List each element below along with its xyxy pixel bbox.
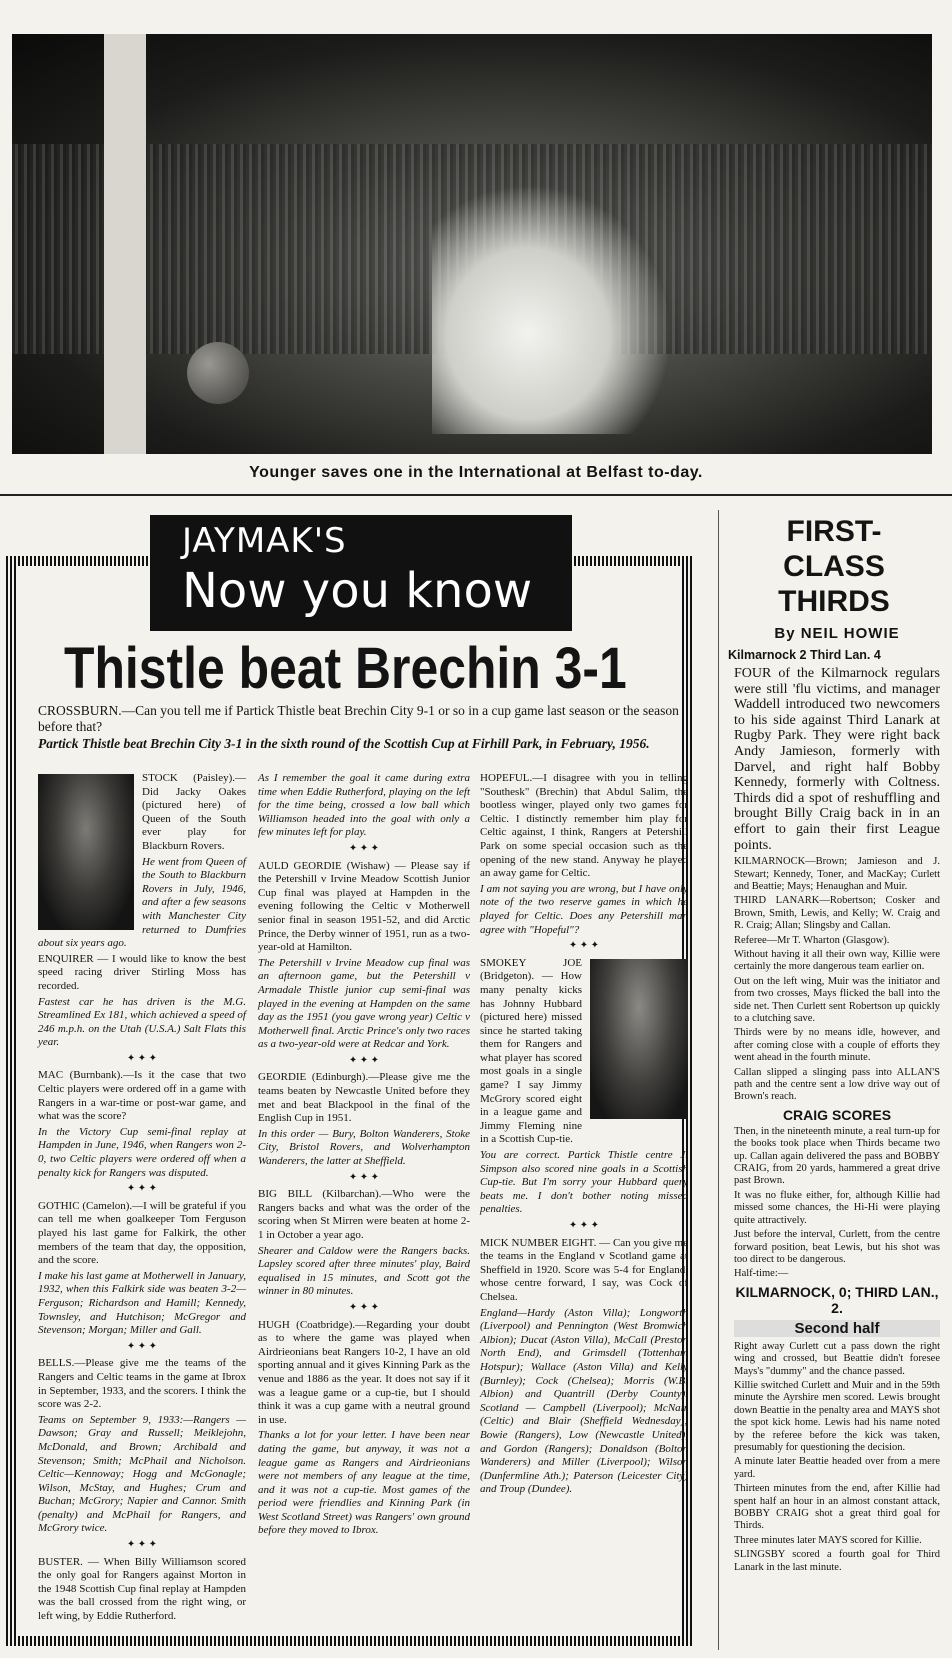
column-2 <box>258 772 470 1540</box>
section-rule <box>0 494 952 496</box>
sidebar-intro-text: FOUR of the Kilmarnock regulars were still 'flu victims, and manager Waddell introduced two newcomers to his side against Third Lanark at Rugby Park. They were right back Andy Jamieson, formerly with Darvel, and right half Bobby Kennedy, formerly with Coltness. Thirds did a spot of reshuffling and brought Billy Craig back in in an effort to gain their first League points. <box>734 666 940 853</box>
match-photo <box>12 34 932 454</box>
lead-answer: Partick Thistle beat Brechin City 3-1 in the sixth round of the Scottish Cup at Firhill Park, in February, 1956. <box>38 736 650 751</box>
column-paragraph: GOTHIC (Camelon).—I will be grateful if you can tell me when goalkeeper Tom Ferguson played his last game for Falkirk, the other members of the team that day, the opposition, and the score. <box>38 1199 246 1267</box>
jaymak-banner <box>150 515 572 631</box>
sidebar-subhead-1: CRAIG SCORES <box>782 1106 892 1123</box>
lead-question: CROSSBURN.—Can you tell me if Partick Thistle beat Brechin City 9-1 or so in a cup game last season or the season before that? <box>38 703 679 734</box>
column-paragraph: Fastest car he has driven is the M.G. Streamlined Ex 181, which achieved a speed of 246 m.p.h. on the Utah (U.S.A.) Salt Flats this year. <box>38 995 246 1049</box>
column-paragraph: HUGH (Coatbridge).—Regarding your doubt as to where the game was played when Airdrieonians beat Rangers 10-2, I have an old sporting annual and it gives Kinning Park as the venue and 1886 as the year. It does not say if it was a league game or a cup-tie, but I should think it was a cup game with a neutral ground in use. <box>258 1318 470 1426</box>
column-paragraph: In the Victory Cup semi-final replay at Hampden in June, 1946, when Rangers won 2-0, two Celtic players were ordered off when a penalty kick for Rangers was disputed. <box>38 1125 246 1179</box>
column-paragraph: As I remember the goal it came during extra time when Eddie Rutherford, playing on the left for the time being, crossed a low ball which Williamson headed into the goal with only a few minutes left for play. <box>258 772 470 839</box>
banner-line-2: Now you know <box>182 563 533 619</box>
sidebar-intro <box>734 666 940 853</box>
column-paragraph: I make his last game at Motherwell in January, 1932, when this Falkirk side was beaten 3-2—Ferguson; Richardson and Hamill; Kennedy, Townsley, and Hutchison; McGregor and Stevenson; Morgan; Miller and Gall. <box>38 1269 246 1337</box>
column-paragraph: BELLS.—Please give me the teams of the Rangers and Celtic teams in the game at Ibrox in September, 1933, and the scorers. I think the score was 2-2. <box>38 1357 246 1411</box>
sidebar-paragraph: Callan slipped a slinging pass into ALLAN'S path and the centre sent a low drive way out of Brown's reach. <box>734 1066 940 1103</box>
sidebar-score-line: Kilmarnock 2 Third Lan. 4 <box>728 648 881 662</box>
sidebar-para-3 <box>734 1341 940 1574</box>
column-paragraph: SMOKEY JOE (Bridgeton). — How many penalty kicks has Johnny Hubbard (pictured here) missed since he started taking them for Rangers and what player has scored most goals in a single game? I say Jimmy McGrory scored eight in a league game and Jimmy Fleming nine in a Scottish Cup-tie. <box>480 956 582 1146</box>
sidebar-paragraph: It was no fluke either, for, although Killie had missed some chances, the Hi-Hi were playing quite attractively. <box>734 1189 940 1226</box>
banner-line-1: JAYMAK'S <box>182 521 347 561</box>
column-paragraph: BUSTER. — When Billy Williamson scored the only goal for Rangers against Morton in the 1948 Scottish Cup final replay at Hampden was the ball crossed from the right wing, or left wing, by Eddie Rutherford. <box>38 1555 246 1623</box>
separator-stars: ✦ ✦ ✦ <box>348 842 380 854</box>
column-paragraph: GEORDIE (Edinburgh).—Please give me the teams beaten by Newcastle United before they met and beat Blackpool in the final of the English Cup in 1951. <box>258 1071 470 1125</box>
column-paragraph: I am not saying you are wrong, but I have only note of the two reserve games in which he played for Celtic. Does any Petershill man agree with "Hopeful"? <box>480 882 688 936</box>
sidebar-paragraph: A minute later Beattie headed over from a mere yard. <box>734 1456 940 1480</box>
sidebar-paragraph: THIRD LANARK—Robertson; Cosker and Brown, Smith, Lewis, and Kelly; W. Craig and R. Craig; Allan; Slingsby and Callan. <box>734 895 940 932</box>
sidebar-paragraph: Killie switched Curlett and Muir and in the 59th minute the Ayrshire men scored. Lewis brought down Beattie in the penalty area and MAYS shot the spot kick home. Lewis had his name noted by the referee before the kick was taken, presumably for questioning the decision. <box>734 1379 940 1453</box>
sidebar-para-2 <box>734 1126 940 1281</box>
portrait-photo <box>38 774 134 930</box>
separator-stars: ✦ ✦ ✦ <box>568 1220 600 1231</box>
photo-caption: Younger saves one in the International at Belfast to-day. <box>249 464 703 481</box>
separator-stars: ✦ ✦ ✦ <box>568 940 600 952</box>
sidebar-paragraph: Half-time:— <box>734 1268 789 1280</box>
column-paragraph: The Petershill v Irvine Meadow cup final was an afternoon game, but the Petershill v Armadale Thistle junior cup semi-final was played in the evening at Hampden on the same day as the 1951 (you gave wrong year) Celtic v Motherwell final. Arctic Prince's only two races as a two-year-old were at Redcar and York. <box>258 956 470 1051</box>
sidebar-para-1 <box>734 949 940 1104</box>
column-paragraph: ENQUIRER — I would like to know the best speed racing driver Stirling Moss has recorded. <box>38 952 246 992</box>
goal-post <box>104 34 146 454</box>
column-paragraph: In this order — Bury, Bolton Wanderers, Stoke City, Bristol Rovers, and Wolverhampton Wanderers, the latter at Sheffield. <box>258 1127 470 1168</box>
column-paragraph: BIG BILL (Kilbarchan).—Who were the Rangers backs and what was the order of the scoring when St Mirren were beaten at home 2-1 in October a year ago. <box>258 1188 470 1241</box>
sidebar-paragraph: SLINGSBY scored a fourth goal for Third Lanark in the last minute. <box>734 1549 940 1573</box>
separator-stars: ✦ ✦ ✦ <box>348 1301 380 1313</box>
column-1 <box>38 772 246 1626</box>
separator-stars: ✦ ✦ ✦ <box>348 1171 380 1183</box>
separator-stars: ✦ ✦ ✦ <box>348 1054 380 1066</box>
column-paragraph: MAC (Burnbank).—Is it the case that two Celtic players were ordered off in a game with Rangers in a war-time or post-war game, and what was the score? <box>38 1069 246 1123</box>
sidebar-paragraph: Referee—Mr T. Wharton (Glasgow). <box>734 934 890 946</box>
sidebar-paragraph: Right away Curlett cut a pass down the right wing and crossed, but Beattie didn't foresee Mays's "dummy" and the chance passed. <box>734 1340 940 1377</box>
portrait-photo <box>590 959 688 1119</box>
sidebar-paragraph: Then, in the nineteenth minute, a real turn-up for the books took place when Thirds became two up. Callan again delivered the pass and BOBBY CRAIG, from 20 yards, hammered a great drive past Brown. <box>734 1125 940 1187</box>
sidebar-paragraph: Three minutes later MAYS scored for Killie. <box>734 1534 922 1546</box>
sidebar-paragraph: Without having it all their own way, Killie were certainly the more dangerous team earlier on. <box>734 948 940 973</box>
column-paragraph: MICK NUMBER EIGHT. — Can you give me the teams in the England v Scotland game at Sheffield in 1920. Score was 5-4 for England, whose centre forward, I say, was Cock of Chelsea. <box>480 1236 688 1303</box>
sidebar-byline: By NEIL HOWIE <box>774 625 900 642</box>
article-headline: Thistle beat Brechin 3-1 <box>64 636 627 701</box>
separator-stars: ✦ ✦ ✦ <box>126 1340 158 1352</box>
halftime-score: KILMARNOCK, 0; THIRD LAN., 2. <box>735 1283 939 1316</box>
column-paragraph: Teams on September 9, 1933:—Rangers — Dawson; Gray and Russell; Meiklejohn, McDonald, and Brown; Archibald and Stevenson; Smith; McPhail and Nicholson. Celtic—Kennoway; Hogg and McGonagle; Wilson, McStay, and Hughes; Crum and Buchan; McGrory; Napier and Cannor. Smith (penalty) and McPhail for Rangers, and McGrory twice. <box>38 1413 246 1535</box>
sidebar-paragraph: Just before the interval, Curlett, from the centre forward position, beat Lewis, but his shot was too direct to be dangerous. <box>734 1229 940 1265</box>
goalkeeper-figure <box>432 184 672 434</box>
column-paragraph: STOCK (Paisley).—Did Jacky Oakes (pictured here) of Queen of the South ever play for Blackburn Rovers. <box>142 772 246 852</box>
sidebar-paragraph: Thirteen minutes from the end, after Killie had spent half an hour in an almost constant attack, BOBBY CRAIG shot a great third goal for Thirds. <box>734 1483 940 1532</box>
separator-stars: ✦ ✦ ✦ <box>126 1052 158 1064</box>
column-rule <box>718 510 719 1650</box>
sidebar-paragraph: Thirds were by no means idle, however, and after coming close with a couple of efforts they went ahead in the fourth minute. <box>734 1027 940 1064</box>
sidebar-paragraph: Out on the left wing, Muir was the initiator and from two crosses, Mays flicked the ball into the side net. Then Curlett sent Robertson up quickly to a clutching save. <box>734 975 940 1024</box>
separator-stars: ✦ ✦ ✦ <box>126 1183 158 1195</box>
column-paragraph: England—Hardy (Aston Villa); Longworth (Liverpool) and Pennington (West Bromwich Albion); Ducat (Aston Villa), McCall (Preston North End), and Grimsdell (Tottenham Hotspur); Wallace (Aston Villa) and Kelly (Burnley); Cock (Chelsea); Morris (W.B. Albion) and Quantrill (Derby County). Scotland — Campbell (Liverpool); McNair (Celtic) and Blair (Sheffield Wednesday); Bowie (Rangers), Low (Newcastle United), and Gordon (Rangers); Donaldson (Bolton Wanderers) and Miller (Liverpool); Wilson (Dunfermline Ath.); Paterson (Leicester City) and Troup (Dundee). <box>480 1306 688 1496</box>
column-paragraph: HOPEFUL.—I disagree with you in telling "Southesk" (Brechin) that Abdul Salim, the bootless winger, played only two games for Celtic. I distinctly remember him play for Celtic against, I think, Rangers at Petershill Park on some special occasion such as the opening of the new stand. Anyway he played an away game for Celtic. <box>480 772 688 880</box>
column-paragraph: Thanks a lot for your letter. I have been near dating the game, but anyway, it was not a league game as Rangers and Airdrieonians were not members of any league at the time, and it was not a cup-tie. Most games of the period were friendlies and Kinning Park (in West Scotland Street) was Rangers' own ground before they moved to Ibrox. <box>258 1429 470 1537</box>
column-3 <box>480 772 688 1499</box>
football <box>187 342 249 404</box>
sidebar-title: FIRST-CLASS THIRDS <box>778 515 890 618</box>
column-paragraph: You are correct. Partick Thistle centre J. Simpson also scored nine goals in a Scottish Cup-tie. But I'm sorry your Hubbard query beats me. I don't bother noting missed penalties. <box>480 1149 688 1216</box>
sidebar-paragraph: KILMARNOCK—Brown; Jamieson and J. Stewart; Kennedy, Toner, and MacKay; Curlett and Beattie; Mays; Henaughan and Muir. <box>734 856 940 892</box>
sidebar-subhead-2: Second half <box>734 1320 940 1337</box>
sidebar-teams <box>734 856 940 947</box>
column-paragraph: Shearer and Caldow were the Rangers backs. Lapsley scored after three minutes' play, Baird equalised in 15 minutes, and Scott got the winner in 80 minutes. <box>258 1244 470 1298</box>
column-paragraph: He went from Queen of the South to Blackburn Rovers in July, 1946, and after a few seasons with Manchester City returned to Dumfries about six years ago. <box>38 855 246 950</box>
sidebar-article <box>728 514 940 1576</box>
separator-stars: ✦ ✦ ✦ <box>126 1539 158 1551</box>
column-paragraph: AULD GEORDIE (Wishaw) — Please say if the Petershill v Irvine Meadow Scottish Junior Cup final was played at Hampden in the evening following the Celtic v Motherwell senior final in season 1951-52, and did Arctic Prince, the Derby winner of 1951, run as a two-year-old at Hamilton. <box>258 859 470 954</box>
